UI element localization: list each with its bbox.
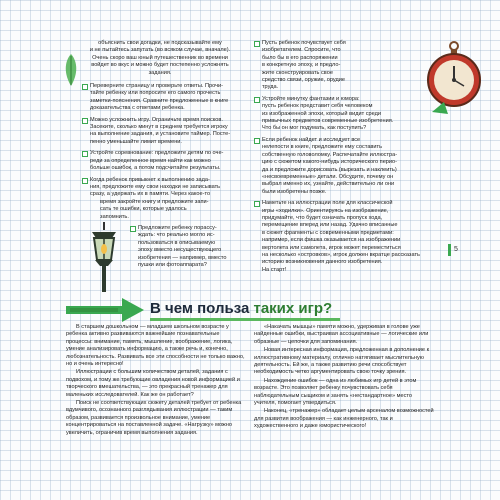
tip-line: доказательства с ответами ребенка. <box>90 105 185 112</box>
tip-line: да и предложите дорисовать (вырезать и наклеить) <box>262 166 397 173</box>
tip-line: пусть ребенок представит себя человеком <box>262 103 373 110</box>
body-paragraph: «Накачать мышцы» памяти можно, удерживая в голове уже найденные ошибки, выстраивая ассоциативные — логические или образные — цепочки для запоминания. <box>254 324 429 345</box>
tip-line: были изобретены позже. <box>262 188 327 195</box>
body-paragraph: Поиск не соответствующих сюжету деталей требует от ребенка вдумчивого, осознанного разглядывания иллюстрации — таким образом, развивается произвольное внимание, умение концентрироваться на поставленной задаче. «Нагрузку» можно увеличить, ограничив время выполнения задания. <box>66 400 242 436</box>
tip-line: Наметьте на иллюстрации поле для классической <box>262 200 393 207</box>
tip-competition <box>82 150 238 172</box>
right-column <box>254 40 422 278</box>
pocket-watch-illustration <box>424 40 484 120</box>
tip-line: изобретения — например, вместо <box>138 254 227 261</box>
tip-board-game <box>254 200 422 274</box>
tip-line: привычных предметов современные изобретения. <box>262 118 394 125</box>
body-paragraph: Нахождение ошибок — одна из любимых игр детей в этом возрасте. Это позволяет ребенку почувствовать себя наблюдательным сыщиком и занять «нестандартное» место учителя, помогает утвердиться. <box>254 377 417 407</box>
tip-line: на выполнение задания, и установите таймер. Посте- <box>90 131 231 138</box>
green-arrow-icon <box>66 296 146 324</box>
body-paragraph: Новая интересная информация, предложенная в дополнение к иллюстративному материалу, отлично натягивает мыслительную деятельность. Ей же, а также развитию речи способствует необходимость четко аргументировать свою точку зрения. <box>254 347 430 376</box>
tip-line: игры «ходилки». Ориентируясь на изображение, <box>262 207 389 214</box>
lower-right-column <box>254 324 434 432</box>
bullet-square-icon <box>82 84 88 90</box>
tip-line: ждать: что реально могло ис- <box>138 232 215 239</box>
tip-line: выбрал именно их, узнайте, действительно ли они <box>262 181 395 188</box>
bullet-square-icon <box>82 178 88 184</box>
body-paragraph: Иллюстрации с большим количеством деталей, задания с подвохом, и тому же требующие овладения новой информацией и творческого вмешательства, — это прекрасный тренажер для маленьких исследователей. Как же он работает? <box>66 369 240 398</box>
tip-line: на несколько «островков», игрок должен вкратце рассказать <box>262 251 420 258</box>
tip-inventor <box>254 40 382 92</box>
tip-line: средство связи, оружие, орудие <box>262 77 345 84</box>
tip-line: Можно усложнить игру. Ограничьте время поисков. <box>90 116 223 123</box>
tip-line: цию с сюжетом какого-нибудь исторического перио- <box>262 159 398 166</box>
bullet-square-icon <box>254 41 260 47</box>
tip-line: в сюжет фрагменты с современными предметами: <box>262 229 394 236</box>
tip-line: сразу, а удержать их в памяти. Через какое-то <box>90 191 211 198</box>
bullet-square-icon <box>82 118 88 124</box>
tip-line: перемещение вперед или назад. Удачно вписанные <box>262 222 398 229</box>
tip-discuss-era <box>130 225 238 269</box>
tip-line: Если ребенок найдет и исследует все <box>262 136 361 143</box>
intro-line: войдет во вкус и можно будет постепенно усложнять <box>91 62 229 69</box>
leaf-decoration-icon <box>62 52 80 88</box>
intro-line: объяснить свои догадки, не подсказывайте ему <box>98 40 222 46</box>
bullet-square-icon <box>130 226 136 232</box>
tip-line: На старт! <box>262 266 287 273</box>
tip-line: Засеките, сколько минут в среднем требуется игроку <box>90 124 228 131</box>
section-heading <box>150 300 332 317</box>
tip-line: Переверните страницу и проверьте ответы. Прочи- <box>90 83 224 90</box>
bullet-square-icon <box>254 201 260 207</box>
tip-line: пользоваться в описываемую <box>138 239 216 246</box>
tip-line: из изображенной эпохи, который видит среди <box>262 110 381 117</box>
intro-line: задания. <box>148 69 172 76</box>
tip-line: придумайте, что будет означать пропуск хода, <box>262 214 383 221</box>
tip-line: тайте ребенку или попросите его самого прочесть <box>90 90 221 97</box>
lantern-illustration <box>78 222 130 292</box>
tip-line: жите сконструировать свое <box>262 69 333 76</box>
tip-line: Устройте соревнование: предложите детям по оче- <box>90 150 224 157</box>
tip-line: в конкретную эпоху, и предло- <box>262 62 341 69</box>
body-paragraph: В старшем дошкольном — младшем школьном возрасте у ребенка активно развиваются важнейшие познавательные процессы: внимание, память, мышление, воображение, логика, умение анализировать информацию, а также речь и, конечно, любознательность. Развивать все эти способности не только важно, но и очень интересно! <box>66 324 245 368</box>
tip-line: труда. <box>262 84 279 91</box>
tip-line: Пусть ребенок почувствует себя <box>262 40 346 46</box>
tip-line: «несвоевременные» детали. Обсудите, почему он <box>262 173 394 180</box>
tip-line: заметки-пояснения. Сравните предложенные в книге <box>90 97 229 104</box>
tip-line: пенно уменьшайте лимит времени. <box>90 138 182 145</box>
tip-line: ния, предложите ему свои находки не записывать <box>90 183 221 190</box>
intro-line: Очень скоро ваш юный путешественник во времени <box>92 54 228 61</box>
tip-line: Устройте минутку фантазии и юмора: <box>262 95 360 102</box>
tip-memory <box>82 177 238 221</box>
heading-part-1: В чем польза <box>150 300 254 317</box>
intro-paragraph <box>82 40 238 77</box>
tip-line: изобретателем. Спросите, что <box>262 47 341 54</box>
tip-line: было бы в его распоряжении <box>262 54 338 61</box>
tip-line: Предложите ребенку порассу- <box>138 224 217 231</box>
tip-fantasy <box>254 96 422 133</box>
tip-line: время закройте книгу и предложите запи- <box>100 198 209 205</box>
heading-part-2: таких игр? <box>253 300 333 317</box>
page-marker <box>448 244 451 256</box>
tip-line: эпоху вместо несуществующего <box>138 247 222 254</box>
bullet-square-icon <box>254 138 260 144</box>
tip-line: собственную головоломку. Распечатайте иллюстра- <box>262 151 398 158</box>
tip-line: больше ошибок, а потом подсчитайте результаты. <box>90 165 221 172</box>
tip-line: например, если фишка оказывается на изображении <box>262 237 401 244</box>
bullet-square-icon <box>254 97 260 103</box>
tip-time-limit <box>82 117 238 147</box>
body-paragraph: Наконец, «тренажер» обладает целым арсеналом возможностей для развития воображения — как инженерного, так и художественного и даже юмористического! <box>254 408 434 430</box>
tip-line: вертолета или самолета, игрок может переместиться <box>262 244 401 251</box>
tip-line: историю возникновения данного изобретения. <box>262 259 383 266</box>
tip-line: реди за определенное время найти как можно <box>90 157 211 164</box>
tip-line: Что бы он мог подумать, как поступить? <box>262 125 367 132</box>
tip-line: сать те ошибки, которые удалось <box>100 206 187 213</box>
lower-left-column <box>66 324 246 438</box>
tip-line: запомнить. <box>100 213 129 220</box>
bullet-square-icon <box>82 151 88 157</box>
page-number: 5 <box>454 246 458 253</box>
tip-check-answers <box>82 83 238 113</box>
tip-own-puzzle <box>254 137 422 196</box>
tip-line: пушки или фотоаппарата? <box>138 261 207 268</box>
tip-line: нелепости в книге, предложите ему составить <box>262 144 383 151</box>
heading-underline <box>150 318 340 321</box>
tip-line: Когда ребенок привыкнет к выполнению зада- <box>90 176 210 183</box>
intro-line: и не пытайтесь запутать (во всяком случае, вначале). <box>89 47 231 54</box>
